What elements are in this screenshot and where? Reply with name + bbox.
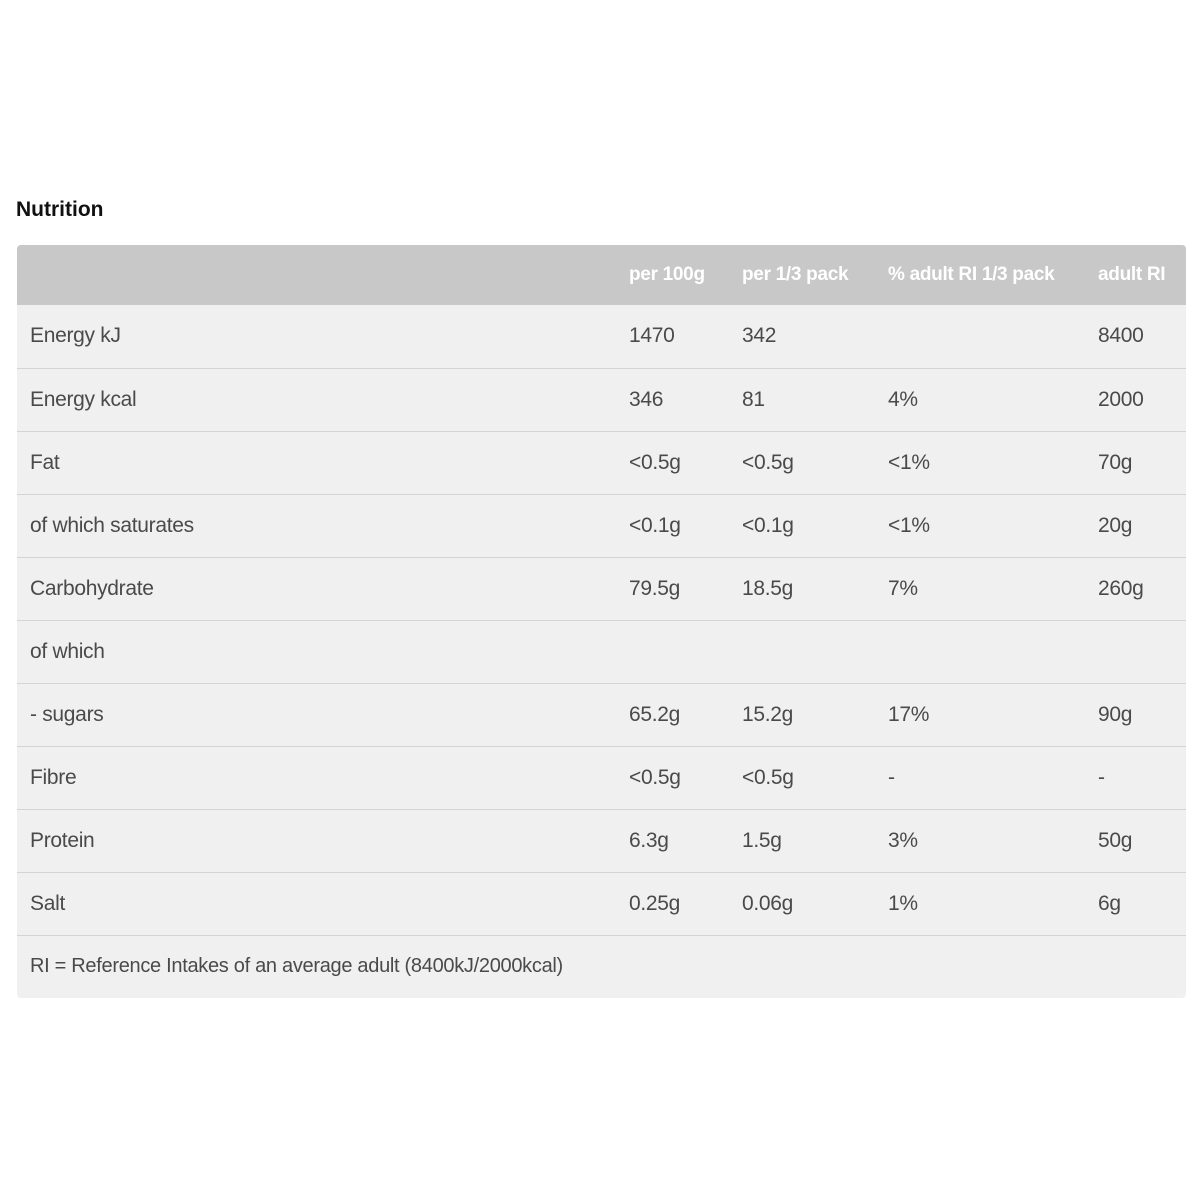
value-per-100g: 0.25g	[629, 891, 681, 915]
value-per-third-pack: <0.1g	[742, 513, 794, 537]
value-per-third-pack: <0.5g	[742, 450, 794, 474]
value-pct-adult-ri: <1%	[888, 450, 930, 474]
value-pct-adult-ri: 7%	[888, 576, 918, 600]
value-per-third-pack: 0.06g	[742, 891, 794, 915]
value-per-100g: 6.3g	[629, 828, 669, 852]
value-per-100g: <0.1g	[629, 513, 681, 537]
table-row	[17, 368, 1186, 431]
table-row	[17, 431, 1186, 494]
value-per-third-pack	[730, 620, 876, 683]
nutrient-name: Fat	[30, 450, 60, 474]
table-row	[17, 872, 1186, 935]
footnote-text: RI = Reference Intakes of an average adult (8400kJ/2000kcal)	[30, 955, 563, 978]
nutrient-name: Energy kcal	[30, 387, 137, 411]
value-per-100g: <0.5g	[629, 450, 681, 474]
value-adult-ri: 20g	[1098, 513, 1133, 537]
value-per-third-pack: 342	[742, 324, 777, 348]
value-per-100g: 65.2g	[629, 702, 681, 726]
value-adult-ri	[1086, 620, 1186, 683]
value-per-100g: 346	[629, 387, 664, 411]
header-per-third-pack: per 1/3 pack	[742, 264, 849, 285]
table-row	[17, 746, 1186, 809]
value-per-third-pack: 15.2g	[742, 702, 794, 726]
value-adult-ri: 260g	[1098, 576, 1144, 600]
header-adult-ri: adult RI	[1098, 264, 1166, 285]
nutrient-name: Carbohydrate	[30, 576, 154, 600]
value-pct-adult-ri: <1%	[888, 513, 930, 537]
value-adult-ri: 70g	[1098, 450, 1133, 474]
value-adult-ri: 50g	[1098, 828, 1133, 852]
value-adult-ri: 6g	[1098, 891, 1121, 915]
value-per-100g	[617, 620, 730, 683]
nutrition-table-container	[17, 245, 1186, 998]
value-per-100g: 1470	[629, 324, 675, 348]
nutrient-name: - sugars	[30, 702, 104, 726]
nutrient-name: Salt	[30, 891, 65, 915]
value-pct-adult-ri: 3%	[888, 828, 918, 852]
value-per-100g: <0.5g	[629, 765, 681, 789]
nutrient-name: of which	[30, 639, 105, 663]
nutrient-name: of which saturates	[30, 513, 194, 537]
nutrient-name: Energy kJ	[30, 324, 121, 348]
header-pct-adult-ri: % adult RI 1/3 pack	[888, 264, 1055, 285]
table-row	[17, 305, 1186, 368]
value-per-100g: 79.5g	[629, 576, 681, 600]
table-row	[17, 557, 1186, 620]
nutrient-name: Fibre	[30, 765, 77, 789]
value-per-third-pack: 18.5g	[742, 576, 794, 600]
value-pct-adult-ri: 4%	[888, 387, 918, 411]
nutrient-name: Protein	[30, 828, 95, 852]
table-row	[17, 494, 1186, 557]
nutrition-table	[17, 245, 1186, 998]
header-nutrient	[17, 245, 617, 305]
value-pct-adult-ri: 17%	[888, 702, 930, 726]
value-adult-ri: 8400	[1098, 324, 1144, 348]
table-row	[17, 683, 1186, 746]
value-per-third-pack: 1.5g	[742, 828, 782, 852]
footnote-row	[17, 935, 1186, 998]
value-pct-adult-ri: -	[888, 765, 895, 789]
value-pct-adult-ri	[876, 620, 1086, 683]
value-pct-adult-ri	[876, 305, 1086, 368]
table-row	[17, 809, 1186, 872]
header-per-100g: per 100g	[629, 264, 705, 285]
value-per-third-pack: <0.5g	[742, 765, 794, 789]
value-adult-ri: 90g	[1098, 702, 1133, 726]
value-per-third-pack: 81	[742, 387, 765, 411]
value-adult-ri: -	[1098, 765, 1105, 789]
section-title: Nutrition	[16, 198, 104, 221]
table-header-row	[17, 245, 1186, 305]
table-row	[17, 620, 1186, 683]
value-adult-ri: 2000	[1098, 387, 1144, 411]
value-pct-adult-ri: 1%	[888, 891, 918, 915]
